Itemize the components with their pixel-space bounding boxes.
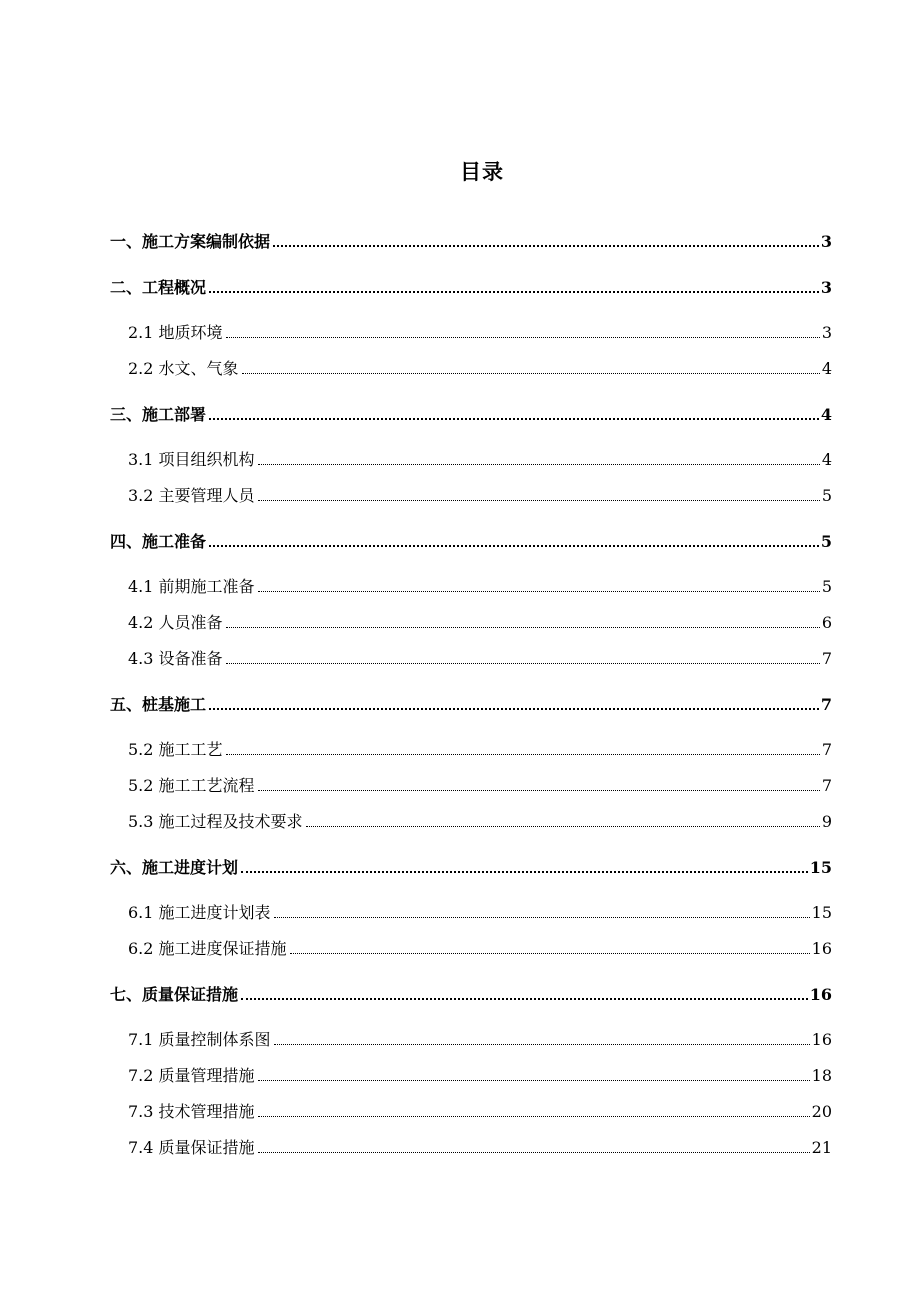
dot-leader xyxy=(258,500,820,501)
toc-entry-subsection-5-2a[interactable] xyxy=(128,738,832,760)
dot-leader xyxy=(226,627,820,628)
toc-entry-label: 2.1 地质环境 xyxy=(128,323,223,342)
toc-entry-subsection-4-3[interactable] xyxy=(128,647,832,669)
toc-entry-subsection-7-2[interactable] xyxy=(128,1064,832,1086)
toc-entry-subsection-3-2[interactable] xyxy=(128,484,832,506)
toc-entry-page-number: 7 xyxy=(821,649,832,668)
page-title: 目录 xyxy=(460,159,504,184)
toc-entry-page-number: 4 xyxy=(821,450,832,469)
toc-entry-label: 4.2 人员准备 xyxy=(128,613,223,632)
toc-entry-label: 一、施工方案编制依据 xyxy=(110,232,271,251)
dot-leader xyxy=(258,464,820,465)
toc-entry-page-number: 5 xyxy=(821,577,832,596)
toc-entry-label: 5.2 施工工艺 xyxy=(128,740,223,759)
dot-leader xyxy=(258,1152,810,1153)
toc-entry-subsection-2-1[interactable] xyxy=(128,321,832,343)
dot-leader xyxy=(209,291,819,293)
toc-entry-page-number: 7 xyxy=(820,695,832,714)
toc-entry-subsection-5-2b[interactable] xyxy=(128,774,832,796)
toc-entry-page-number: 18 xyxy=(811,1066,832,1085)
toc-entry-page-number: 21 xyxy=(811,1138,832,1157)
toc-entry-label: 5.2 施工工艺流程 xyxy=(128,776,255,795)
toc-entry-section-6[interactable] xyxy=(110,856,832,878)
toc-entry-label: 7.1 质量控制体系图 xyxy=(128,1030,271,1049)
toc-entry-label: 7.3 技术管理措施 xyxy=(128,1102,255,1121)
toc-entry-label: 6.1 施工进度计划表 xyxy=(128,903,271,922)
toc-entry-page-number: 3 xyxy=(820,232,832,251)
dot-leader xyxy=(273,245,819,247)
toc-entry-page-number: 5 xyxy=(821,486,832,505)
dot-leader xyxy=(209,418,819,420)
toc-entry-section-1[interactable] xyxy=(110,230,832,252)
dot-leader xyxy=(242,373,820,374)
toc-entry-page-number: 9 xyxy=(821,812,832,831)
toc-entry-label: 六、施工进度计划 xyxy=(110,858,239,877)
dot-leader xyxy=(258,1116,810,1117)
toc-entry-label: 5.3 施工过程及技术要求 xyxy=(128,812,303,831)
toc-entry-page-number: 15 xyxy=(811,903,832,922)
toc-entry-page-number: 16 xyxy=(809,985,832,1004)
toc-entry-page-number: 3 xyxy=(820,278,832,297)
toc-entry-label: 7.2 质量管理措施 xyxy=(128,1066,255,1085)
toc-entry-subsection-6-2[interactable] xyxy=(128,937,832,959)
toc-entry-subsection-2-2[interactable] xyxy=(128,357,832,379)
dot-leader xyxy=(258,591,820,592)
toc-entry-label: 三、施工部署 xyxy=(110,405,207,424)
toc-entry-page-number: 16 xyxy=(811,939,832,958)
toc-entry-section-2[interactable] xyxy=(110,276,832,298)
dot-leader xyxy=(274,1044,810,1045)
toc-entry-section-5[interactable] xyxy=(110,693,832,715)
dot-leader xyxy=(241,871,808,873)
toc-entry-label: 4.3 设备准备 xyxy=(128,649,223,668)
toc-entry-page-number: 15 xyxy=(809,858,832,877)
dot-leader xyxy=(209,708,819,710)
toc-entry-page-number: 5 xyxy=(820,532,832,551)
toc-entry-page-number: 7 xyxy=(821,740,832,759)
toc-entry-page-number: 6 xyxy=(821,613,832,632)
toc-entry-subsection-5-3[interactable] xyxy=(128,810,832,832)
toc-entry-page-number: 7 xyxy=(821,776,832,795)
dot-leader xyxy=(226,754,820,755)
dot-leader xyxy=(226,663,820,664)
toc-entry-subsection-3-1[interactable] xyxy=(128,448,832,470)
toc-entry-label: 6.2 施工进度保证措施 xyxy=(128,939,287,958)
toc-entry-label: 四、施工准备 xyxy=(110,532,207,551)
toc-entry-page-number: 4 xyxy=(820,405,832,424)
dot-leader xyxy=(241,998,808,1000)
toc-entry-label: 3.1 项目组织机构 xyxy=(128,450,255,469)
toc-entry-subsection-7-4[interactable] xyxy=(128,1136,832,1158)
toc-entry-page-number: 20 xyxy=(811,1102,832,1121)
toc-entry-label: 3.2 主要管理人员 xyxy=(128,486,255,505)
toc-entry-label: 七、质量保证措施 xyxy=(110,985,239,1004)
dot-leader xyxy=(258,1080,810,1081)
toc-entry-section-4[interactable] xyxy=(110,530,832,552)
dot-leader xyxy=(226,337,820,338)
toc-entry-page-number: 3 xyxy=(821,323,832,342)
dot-leader xyxy=(274,917,810,918)
toc-entry-label: 7.4 质量保证措施 xyxy=(128,1138,255,1157)
dot-leader xyxy=(258,790,820,791)
toc-entry-subsection-6-1[interactable] xyxy=(128,901,832,923)
toc-entry-label: 2.2 水文、气象 xyxy=(128,359,239,378)
toc-entry-page-number: 16 xyxy=(811,1030,832,1049)
toc-entry-subsection-7-3[interactable] xyxy=(128,1100,832,1122)
toc-entry-label: 五、桩基施工 xyxy=(110,695,207,714)
toc-entry-subsection-4-2[interactable] xyxy=(128,611,832,633)
toc-entry-label: 二、工程概况 xyxy=(110,278,207,297)
toc-entry-section-3[interactable] xyxy=(110,403,832,425)
toc-entry-subsection-4-1[interactable] xyxy=(128,575,832,597)
toc-entry-section-7[interactable] xyxy=(110,983,832,1005)
toc-entry-subsection-7-1[interactable] xyxy=(128,1028,832,1050)
toc-entry-page-number: 4 xyxy=(821,359,832,378)
dot-leader xyxy=(290,953,810,954)
toc-entry-label: 4.1 前期施工准备 xyxy=(128,577,255,596)
dot-leader xyxy=(306,826,820,827)
dot-leader xyxy=(209,545,819,547)
